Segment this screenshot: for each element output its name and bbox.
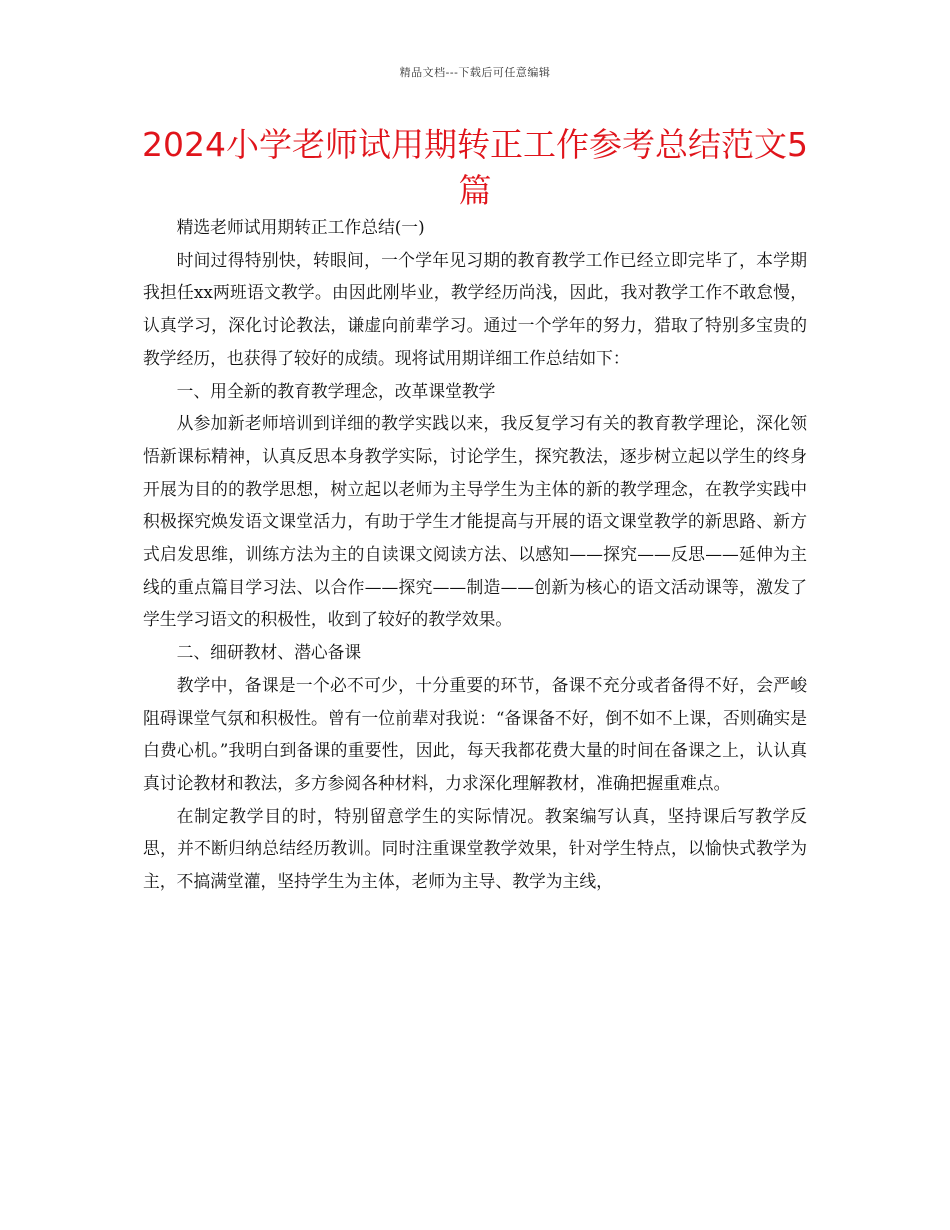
document-body bbox=[143, 211, 807, 898]
body-paragraph: 在制定教学目的时，特别留意学生的实际情况。教案编写认真，坚持课后写教学反思，并不断归纳总结经历教训。同时注重课堂教学效果，针对学生特点，以愉快式教学为主，不搞满堂灌，坚持学生为主体，老师为主导、教学为主线， bbox=[143, 805, 807, 892]
body-paragraph: 教学中，备课是一个必不可少，十分重要的环节，备课不充分或者备得不好，会严峻阻碍课堂气氛和积极性。曾有一位前辈对我说：“备课备不好，倒不如不上课，否则确实是白费心机。”我明白到备课的重要性，因此，每天我都花费大量的时间在备课之上，认认真真讨论教材和教法，多方参阅各种材料，力求深化理解教材，准确把握重难点。 bbox=[143, 674, 807, 793]
section-heading: 一、用全新的教育教学理念，改革课堂教学 bbox=[176, 380, 496, 401]
document-title: 2024小学老师试用期转正工作参考总结范文5篇 bbox=[142, 125, 808, 210]
body-paragraph: 从参加新老师培训到详细的教学实践以来，我反复学习有关的教育教学理论，深化领悟新课标精神，认真反思本身教学实际，讨论学生，探究教法，逐步树立起以学生的终身开展为目的的教学思想，树立起以老师为主导学生为主体的新的教学理念，在教学实践中积极探究焕发语文课堂活力，有助于学生才能提高与开展的语文课堂教学的新思路、新方式启发思维，训练方法为主的自读课文阅读方法、以感知——探究——反思——延伸为主线的重点篇目学习法、以合作——探究——制造——创新为核心的语文活动课等，激发了学生学习语文的积极性，收到了较好的教学效果。 bbox=[143, 413, 807, 630]
section-subtitle: 精选老师试用期转正工作总结(一) bbox=[176, 217, 425, 237]
section-heading: 二、细研教材、潜心备课 bbox=[176, 642, 362, 663]
body-paragraph: 时间过得特别快，转眼间，一个学年见习期的教育教学工作已经立即完毕了，本学期我担任xx两班语文教学。由因此刚毕业，教学经历尚浅，因此，我对教学工作不敢怠慢，认真学习，深化讨论教法，谦虚向前辈学习。通过一个学年的努力，猎取了特别多宝贵的教学经历，也获得了较好的成绩。现将试用期详细工作总结如下： bbox=[143, 249, 807, 368]
header-note: 精品文档---下载后可任意编辑 bbox=[399, 66, 551, 79]
